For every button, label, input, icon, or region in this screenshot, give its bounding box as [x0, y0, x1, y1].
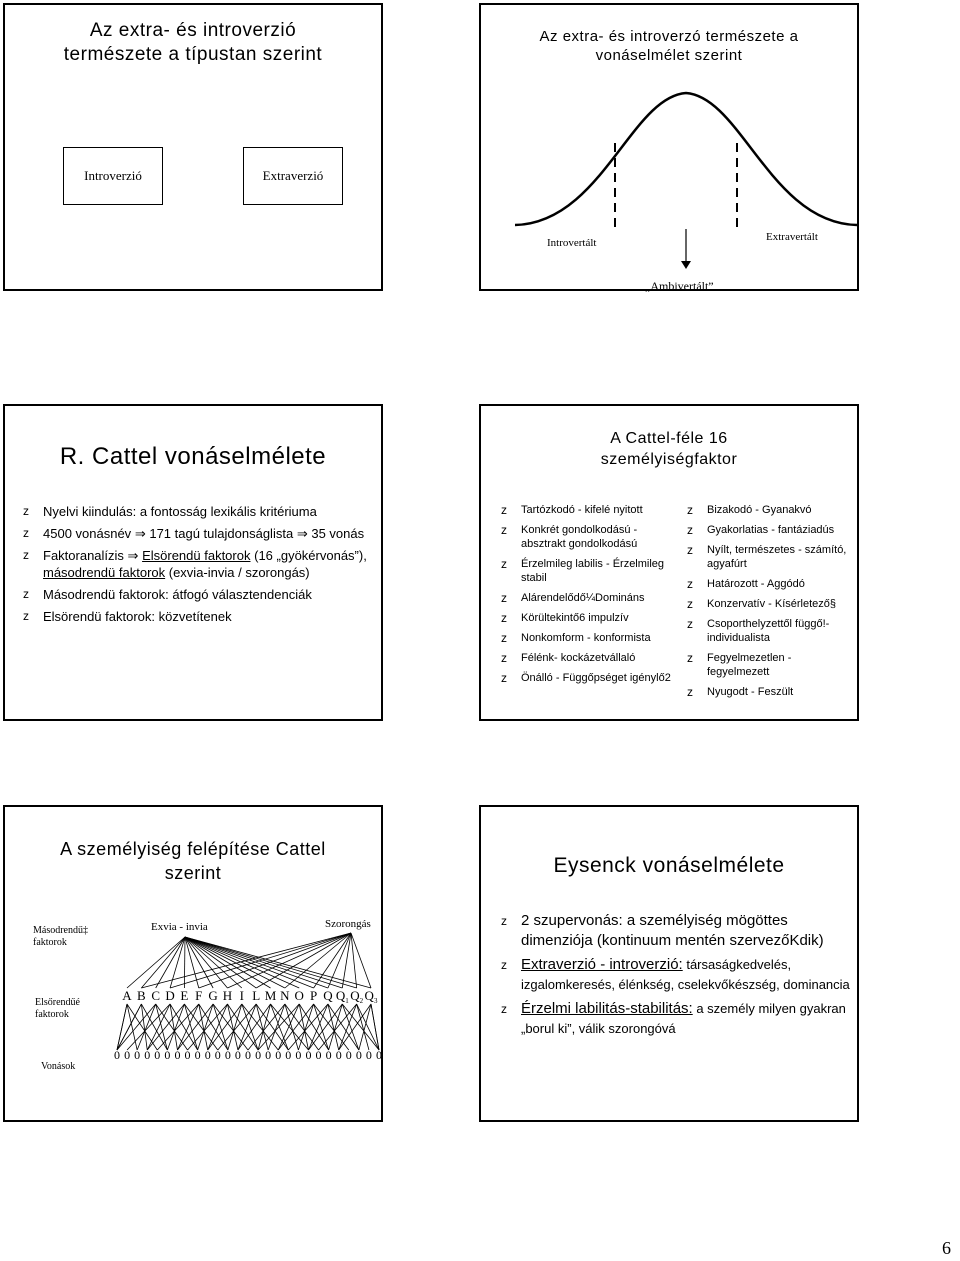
- slide-title: Az extra- és introverzió természete a típustan szerint: [63, 20, 323, 65]
- label-first-order: Elsőrendűé faktorok: [35, 997, 80, 1020]
- label-extravert: Extravertált: [766, 231, 818, 243]
- network-link: [314, 1004, 329, 1050]
- trait-node: 0: [124, 1048, 131, 1062]
- factor-letter: G: [208, 988, 218, 1003]
- factor-item: z Gyakorlatias - fantáziadús: [687, 523, 835, 537]
- label-traits: Vonások: [41, 1061, 76, 1072]
- label-introvert: Introvertált: [547, 237, 597, 249]
- network-link: [167, 1004, 184, 1050]
- slide-title: Eysenck vonáselmélete: [553, 854, 785, 877]
- network-link: [357, 1004, 379, 1050]
- trait-node: 0: [144, 1048, 151, 1062]
- list-item: z 4500 vonásnév ⇒ 171 tagú tulajdonságlista ⇒ 35 vonás: [23, 526, 365, 541]
- slide-trait-curve: [479, 3, 859, 291]
- network-link: [185, 937, 314, 988]
- network-link: [184, 937, 185, 988]
- factor-letter: E: [180, 988, 189, 1003]
- network-link: [342, 933, 351, 988]
- network-link: [127, 1004, 137, 1050]
- network-link: [117, 1004, 156, 1050]
- slide-title: A személyiség felépítése Cattel szerint: [60, 839, 326, 883]
- extraversion-box: Extraverzió: [243, 147, 343, 205]
- trait-node: 0: [245, 1048, 251, 1062]
- factor-letter: C: [151, 988, 161, 1003]
- trait-node: 0: [174, 1048, 181, 1062]
- bell-curve: [481, 5, 857, 255]
- slide-title: A Cattel-féle 16 személyiségfaktor: [600, 430, 738, 468]
- trait-node: 0: [184, 1048, 191, 1062]
- factor-letter: L: [252, 988, 261, 1003]
- trait-node: 0: [285, 1048, 292, 1062]
- trait-node: 0: [315, 1048, 322, 1062]
- network-link: [357, 1004, 369, 1050]
- label-anxiety: Szorongás: [325, 918, 371, 930]
- factor-letter: P: [309, 988, 318, 1003]
- factor-letter: $Q_2$: [350, 988, 364, 1005]
- trait-node: 0: [265, 1048, 272, 1062]
- trait-node: 0: [335, 1048, 342, 1062]
- slide-title: Az extra- és introverzó természete a vonáselmélet szerint: [539, 28, 799, 64]
- list-item: z Elsörendü faktorok: közvetítenek: [23, 609, 232, 624]
- factor-item: z Félénk- kockázetvállaló: [501, 651, 636, 665]
- arrow-icon: ⇒: [134, 526, 146, 541]
- factor-letter: B: [137, 988, 146, 1003]
- trait-node: 0: [164, 1048, 171, 1062]
- list-item: z Érzelmi labilitás-stabilitás: a személy milyen gyakran „borul ki”, válik szorongóvá: [501, 1000, 846, 1036]
- network-link: [185, 937, 271, 988]
- factor-item: z Érzelmileg labilis - Érzelmileg stabil: [501, 557, 665, 584]
- network-link: [117, 1004, 141, 1050]
- network-link: [141, 937, 185, 988]
- network-link: [228, 1004, 242, 1050]
- bullet-list: [501, 911, 851, 1039]
- slide-16-factors: [479, 404, 859, 721]
- page-number: 6: [942, 1238, 951, 1258]
- trait-node: 0: [114, 1048, 120, 1062]
- trait-node: 0: [305, 1048, 312, 1062]
- factor-item: z Konkrét gondolkodású - absztrakt gondolkodású: [501, 523, 638, 550]
- factor-item: z Határozott - Aggódó: [687, 577, 805, 591]
- factor-item: z Konzervatív - Kísérletező§: [687, 597, 837, 611]
- network-link: [185, 937, 299, 988]
- label-exvia: Exvia - invia: [151, 921, 208, 933]
- network-link: [127, 937, 185, 988]
- factor-item: z Nonkomform - konformista: [501, 631, 651, 645]
- introversion-box: Introverzió: [63, 147, 163, 205]
- factor-letter: $Q_1$: [335, 988, 349, 1005]
- factor-item: z Fegyelmezetlen - fegyelmezett: [687, 651, 792, 678]
- network-link: [213, 1004, 228, 1050]
- trait-node: 0: [325, 1048, 332, 1062]
- factor-list-right: [687, 503, 853, 705]
- factor-letter: N: [280, 988, 290, 1003]
- network-link: [170, 937, 185, 988]
- trait-node: 0: [134, 1048, 141, 1062]
- factor-letter: D: [165, 988, 175, 1003]
- bullet-list: [23, 503, 371, 625]
- factor-letter: A: [122, 988, 132, 1003]
- label-ambivert: „Ambivertált”: [645, 279, 714, 293]
- trait-node: 0: [376, 1048, 382, 1062]
- trait-node: 0: [355, 1048, 362, 1062]
- factor-item: z Tartózkodó - kifelé nyitott: [501, 503, 643, 517]
- list-item: z 2 szupervonás: a személyiség mögöttes dimenziója (kontinuum mentén szervezőKdik): [501, 912, 824, 949]
- trait-node: 0: [194, 1048, 201, 1062]
- network-link: [329, 1004, 343, 1050]
- list-item: z Faktoranalízis ⇒ Elsörendü faktorok (16 „gyökérvonás”), másodrendü faktorok (exvia-invia / szorongás): [23, 548, 367, 580]
- factor-item: z Nyugodt - Feszült: [687, 685, 794, 699]
- trait-node: 0: [345, 1048, 352, 1062]
- trait-node: 0: [234, 1048, 241, 1062]
- list-item: z Extraverzió - introverzió: társaságkedvelés, izgalomkeresés, élénkség, cselekvőkészség, dominancia: [501, 956, 850, 992]
- trait-node: 0: [295, 1048, 302, 1062]
- network-link: [117, 1004, 127, 1050]
- factor-network: [5, 807, 381, 1120]
- slide-cattel-theory: [3, 404, 383, 721]
- factor-letter: O: [294, 988, 304, 1003]
- factor-letter: H: [222, 988, 233, 1003]
- factor-letter: Q: [323, 988, 333, 1003]
- slide-cattel-structure: [3, 805, 383, 1122]
- slide-eysenck: [479, 805, 859, 1122]
- trait-node: 0: [214, 1048, 221, 1062]
- factor-item: z Alárendelődő¼Domináns: [501, 591, 645, 605]
- trait-node: 0: [275, 1048, 282, 1062]
- factor-letter: F: [195, 988, 203, 1003]
- factor-item: z Bizakodó - Gyanakvó: [687, 503, 812, 517]
- factor-item: z Nyílt, természetes - számító, agyafúrt: [687, 543, 847, 570]
- factor-list-left: [501, 503, 673, 691]
- trait-node: 0: [255, 1048, 262, 1062]
- trait-node: 0: [224, 1048, 231, 1062]
- arrow-icon: ⇒: [127, 548, 139, 563]
- slide-typology: [3, 3, 383, 291]
- slide-title: R. Cattel vonáselmélete: [59, 443, 327, 470]
- factor-letter: $Q_3$: [364, 988, 378, 1005]
- network-link: [371, 1004, 379, 1050]
- factor-item: z Csoporthelyzettől függő!- individualista: [687, 617, 830, 644]
- trait-node: 0: [154, 1048, 161, 1062]
- factor-letter: I: [239, 988, 244, 1003]
- factor-item: z Körültekintő6 impulzív: [501, 611, 629, 625]
- list-item: z Nyelvi kiindulás: a fontosság lexikális kritériuma: [23, 504, 317, 519]
- list-item: z Másodrendü faktorok: átfogó választendenciák: [23, 587, 312, 602]
- factor-item: z Önálló - Függőpséget igénylő2: [501, 671, 671, 685]
- trait-node: 0: [204, 1048, 211, 1062]
- label-second-order: Másodrendű‡ faktorok: [33, 925, 88, 948]
- trait-node: 0: [365, 1048, 372, 1062]
- arrow-icon: ⇒: [296, 526, 308, 541]
- factor-letter: M: [264, 988, 277, 1003]
- network-link: [147, 1004, 170, 1050]
